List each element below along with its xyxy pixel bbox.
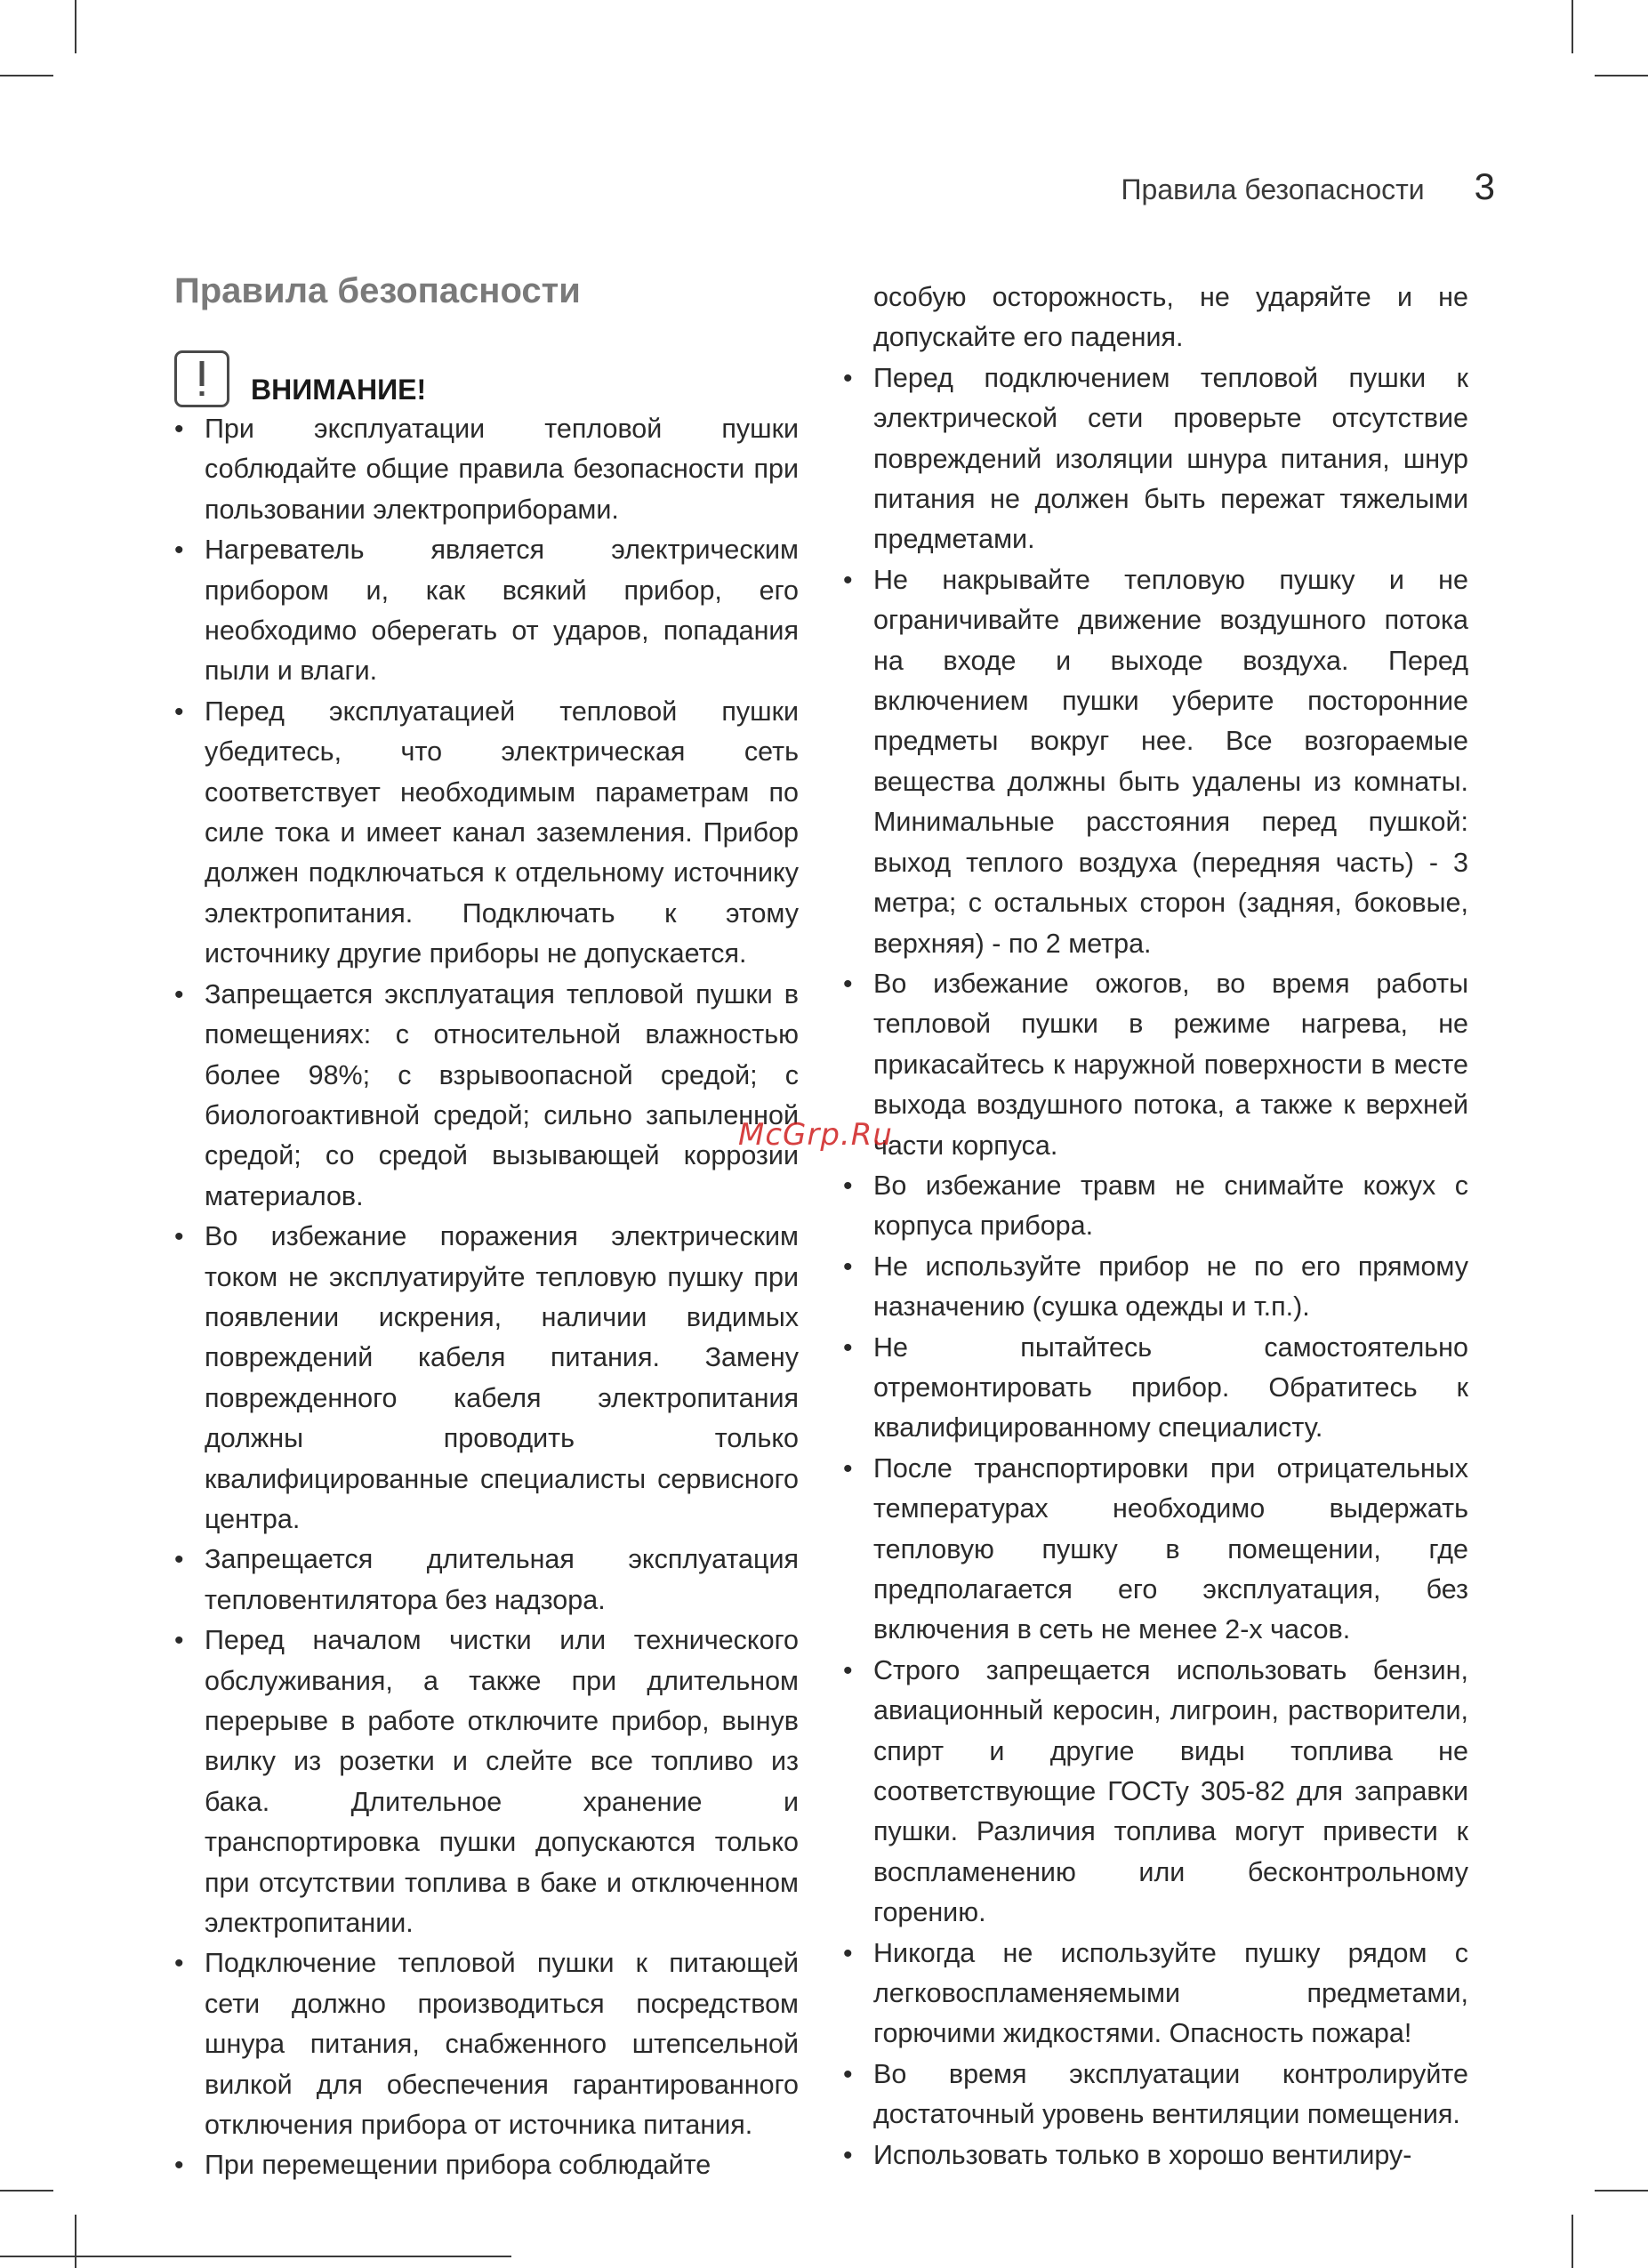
crop-mark-bottom-right-h (1595, 2190, 1648, 2192)
list-item: • Запрещается длительная эксплуатация тепловентилятора без надзора. (174, 1540, 799, 1621)
section-title: Правила безопасности (174, 271, 581, 310)
list-item: • Никогда не используйте пушку рядом с легковоспламеняемыми предметами, горючими жидкостями. Опасность пожара! (843, 1934, 1468, 2055)
crop-mark-top-left-v (75, 0, 76, 53)
list-item: • При перемещении прибора соблюдайте (174, 2145, 799, 2185)
running-header-title: Правила безопасности (1121, 173, 1425, 205)
crop-mark-bottom-right-v (1572, 2215, 1573, 2268)
list-item: • Не накрывайте тепловую пушку и не ограничивайте движение воздушного потока на входе и выходе воздуха. Перед включением пушки уберите посторонние предметы вокруг нее. Все возгораемые вещества должны быть удалены из комнаты. Минимальные расстояния перед пушкой: выход теплого воздуха (передняя часть) - 3 метра; с остальных сторон (задняя, боковые, верхняя) - по 2 метра. (843, 560, 1468, 964)
list-item: • Строго запрещается использовать бензин, авиационный керосин, лигроин, растворители, спирт и другие виды топлива не соответствующие ГОСТу 305-82 для заправки пушки. Различия топлива могут привести к воспламенению или бесконтрольному горению. (843, 1651, 1468, 1934)
crop-mark-top-right-h (1595, 75, 1648, 76)
list-item: • Не используйте прибор не по его прямому назначению (сушка одежды и т.п.). (843, 1247, 1468, 1328)
bottom-rule (0, 2256, 511, 2257)
continuation-text: особую осторожность, не ударяйте и не допускайте его падения. (873, 282, 1468, 353)
running-header (1121, 165, 1495, 208)
page-number: 3 (1474, 165, 1495, 207)
list-item: • Использовать только в хорошо вентилиру- (843, 2135, 1468, 2176)
exclamation-box-icon (174, 350, 229, 407)
list-item: • При эксплуатации тепловой пушки соблюдайте общие правила безопасности при пользовании электроприборами. (174, 409, 799, 530)
list-item: • Запрещается эксплуатация тепловой пушки в помещениях: с относительной влажностью более 98%; с взрывоопасной средой; с биологоактивной средой; сильно запыленной средой; со средой вызывающей коррозии материалов. (174, 975, 799, 1217)
watermark: McGrp.Ru (738, 1117, 893, 1153)
warning-label: ВНИМАНИЕ! (251, 374, 427, 406)
exclamation-icon (196, 359, 208, 398)
list-item: • После транспортировки при отрицательных температурах необходимо выдержать тепловую пушку в помещении, где предполагается его эксплуатация, без включения в сеть не менее 2-х часов. (843, 1449, 1468, 1651)
crop-mark-bottom-left-h (0, 2190, 53, 2192)
left-column (174, 267, 799, 2186)
crop-mark-top-right-v (1572, 0, 1573, 53)
right-bullet-list (843, 358, 1468, 2176)
list-item: • Не пытайтесь самостоятельно отремонтировать прибор. Обратитесь к квалифицированному специалисту. (843, 1328, 1468, 1449)
list-item: • Во избежание ожогов, во время работы тепловой пушки в режиме нагрева, не прикасайтесь к наружной поверхности в месте выхода воздушного потока, а также к верхней части корпуса. (843, 964, 1468, 1166)
right-column (843, 277, 1468, 2176)
list-item: • Нагреватель является электрическим прибором и, как всякий прибор, его необходимо оберегать от ударов, попадания пыли и влаги. (174, 530, 799, 692)
list-item: • Перед эксплуатацией тепловой пушки убедитесь, что электрическая сеть соответствует необходимым параметрам по силе тока и имеет канал заземления. Прибор должен подключаться к отдельному источнику электропитания. Подключать к этому источнику другие приборы не допускается. (174, 692, 799, 975)
list-item: • Во избежание травм не снимайте кожух с корпуса прибора. (843, 1166, 1468, 1247)
list-item: • Во время эксплуатации контролируйте достаточный уровень вентиляции помещения. (843, 2055, 1468, 2135)
list-item: • Подключение тепловой пушки к питающей сети должно производиться посредством шнура питания, снабженного штепсельной вилкой для обеспечения гарантированного отключения прибора от источника питания. (174, 1943, 799, 2145)
list-item: • Перед подключением тепловой пушки к электрической сети проверьте отсутствие повреждений изоляции шнура питания, шнур питания не должен быть пережат тяжелыми предметами. (843, 358, 1468, 560)
list-item: • Во избежание поражения электрическим током не эксплуатируйте тепловую пушку при появлении искрения, наличии видимых повреждений кабеля питания. Замену поврежденного кабеля электропитания должны проводить только квалифицированные специалисты сервисного центра. (174, 1217, 799, 1540)
crop-mark-bottom-left-v (75, 2215, 76, 2268)
warning-row (174, 350, 799, 407)
crop-mark-top-left-h (0, 75, 53, 76)
list-item: • Перед началом чистки или технического обслуживания, а также при длительном перерыве в работе отключите прибор, вынув вилку из розетки и слейте все топливо из бака. Длительное хранение и транспортировка пушки допускаются только при отсутствии топлива в баке и отключенном электропитании. (174, 1621, 799, 1943)
left-bullet-list (174, 409, 799, 2186)
